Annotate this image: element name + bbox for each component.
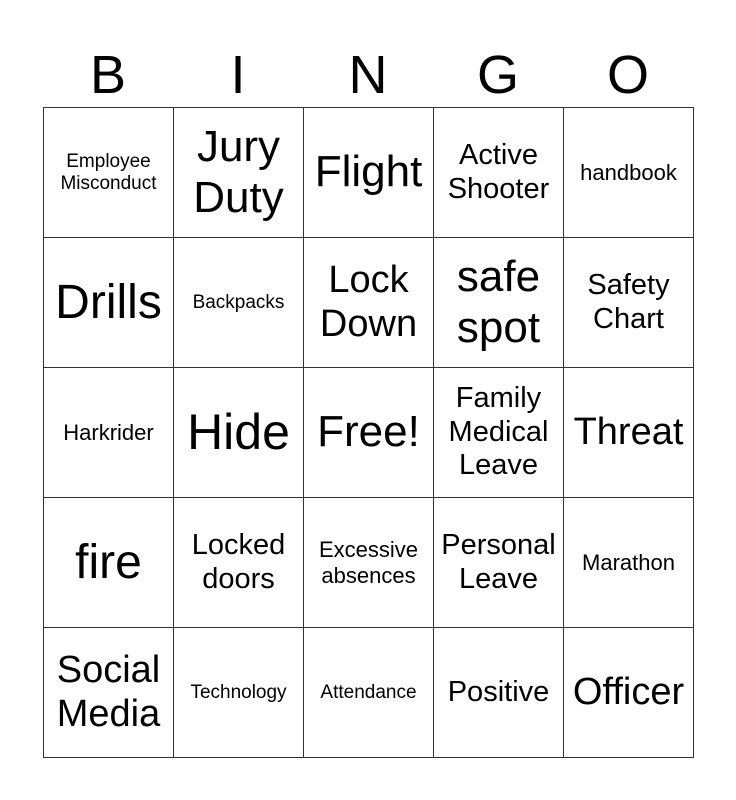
bingo-cell[interactable]: Threat — [563, 367, 694, 498]
bingo-cell[interactable]: Jury Duty — [173, 107, 304, 238]
bingo-cell[interactable]: Positive — [433, 627, 564, 758]
bingo-cell[interactable]: Safety Chart — [563, 237, 694, 368]
bingo-cell[interactable]: Harkrider — [43, 367, 174, 498]
bingo-cell[interactable]: Technology — [173, 627, 304, 758]
bingo-cell[interactable]: Social Media — [43, 627, 174, 758]
bingo-cell[interactable]: fire — [43, 497, 174, 628]
bingo-cell[interactable]: Flight — [303, 107, 434, 238]
header-letter-i: I — [230, 45, 246, 105]
header-letter-b: B — [89, 45, 127, 105]
header-letter-n: N — [348, 45, 388, 105]
bingo-cell[interactable]: Attendance — [303, 627, 434, 758]
bingo-cell[interactable]: Locked doors — [173, 497, 304, 628]
bingo-cell[interactable]: handbook — [563, 107, 694, 238]
bingo-cell[interactable]: Free! — [303, 367, 434, 498]
bingo-cell[interactable]: Employee Misconduct — [43, 107, 174, 238]
bingo-cell[interactable]: Officer — [563, 627, 694, 758]
bingo-cell[interactable]: Excessive absences — [303, 497, 434, 628]
bingo-cell[interactable]: Family Medical Leave — [433, 367, 564, 498]
header-letter-o: O — [606, 45, 649, 105]
bingo-cell[interactable]: Backpacks — [173, 237, 304, 368]
bingo-cell[interactable]: Marathon — [563, 497, 694, 628]
bingo-cell[interactable]: safe spot — [433, 237, 564, 368]
bingo-cell[interactable]: Lock Down — [303, 237, 434, 368]
bingo-cell[interactable]: Hide — [173, 367, 304, 498]
bingo-cell[interactable]: Personal Leave — [433, 497, 564, 628]
bingo-header — [43, 40, 693, 110]
header-letter-g: G — [476, 45, 519, 105]
bingo-board — [43, 107, 693, 757]
bingo-cell[interactable]: Active Shooter — [433, 107, 564, 238]
bingo-cell[interactable]: Drills — [43, 237, 174, 368]
